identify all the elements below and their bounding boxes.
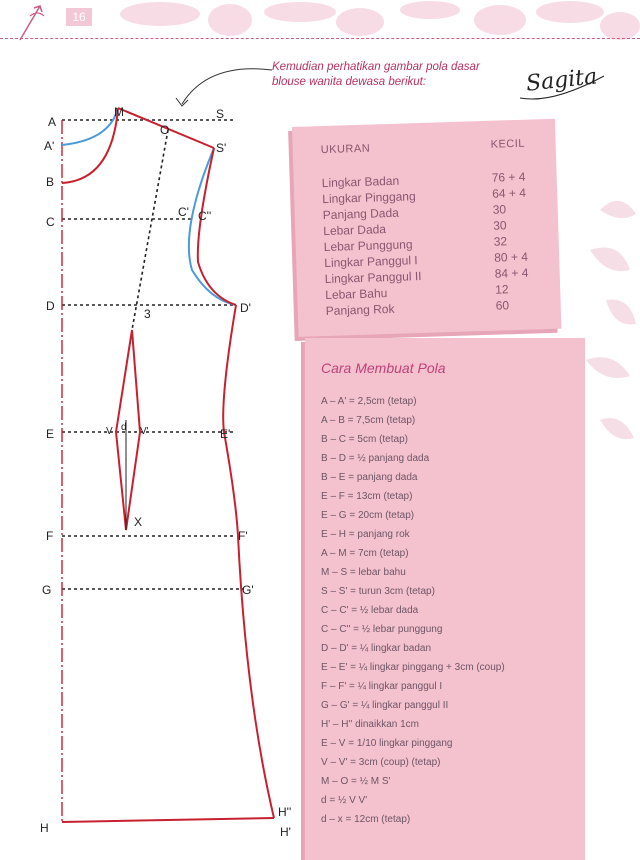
label-three: 3 [144,307,151,321]
floral-header-decoration [0,0,640,48]
label-a-prime: A' [44,139,55,153]
step-item: B – D = ½ panjang dada [321,453,430,464]
label-v-prime: V' [140,426,149,437]
step-item: E – V = 1/10 lingkar pinggang [321,738,453,749]
size-row-value: 80 + 4 [493,249,529,265]
step-item: C – C' = ½ lebar dada [321,605,419,616]
size-row-label: Lingkar Badan [321,173,400,191]
label-v: V [106,426,113,437]
label-e: E [46,427,55,441]
size-row-label: Panjang Dada [322,205,400,223]
size-row-value: 30 [492,218,507,233]
line-o-3 [132,130,168,330]
step-item: V – V' = 3cm (coup) (tetap) [321,757,441,768]
label-d-prime: D' [240,301,251,315]
waist-dart [116,330,143,530]
size-row-label: Lebar Dada [323,222,387,239]
size-row-value: 32 [493,234,508,249]
label-s-prime: S' [216,141,227,155]
neckline-back [62,108,118,145]
page-header [0,0,640,48]
size-col-header: UKURAN [320,142,371,157]
step-item: E – H = panjang rok [321,529,410,540]
label-c-dprime: C'' [198,209,212,223]
label-f-prime: F' [238,529,248,543]
label-g-prime: G' [242,583,254,597]
steps-title: Cara Membuat Pola [321,360,446,376]
intro-text: Kemudian perhatikan gambar pola dasar blouse wanita dewasa berikut: [272,61,480,88]
label-a: A [48,115,57,129]
label-b: B [46,175,55,189]
logo-text: Sagita [524,64,599,97]
hem-line [62,818,274,822]
step-item: E – E' = ¼ lingkar pinggang + 3cm (coup) [321,662,505,673]
size-row-value: 76 + 4 [491,169,526,185]
size-table-box [292,119,561,337]
armhole-front [198,148,236,305]
step-item: A – A' = 2,5cm (tetap) [321,396,417,407]
page-number: 16 [66,8,92,26]
step-item: S – S' = turun 3cm (tetap) [321,586,435,597]
size-row-label: Lingkar Panggul II [324,269,422,287]
size-row-value: 12 [494,282,509,297]
step-item: D – D' = ¼ lingkar badan [321,643,432,654]
size-row-label: Lingkar Pinggang [322,189,416,207]
label-s: S [216,107,225,121]
label-d-small: d [121,422,127,433]
label-c: C [46,215,55,229]
step-item: F – F' = ¼ lingkar panggul I [321,681,443,692]
size-row-value: 60 [495,298,510,313]
step-item: M – S = lebar bahu [321,567,406,578]
header-divider [0,38,640,39]
label-h: H [40,821,49,835]
size-row-value: 64 + 4 [491,185,527,201]
size-row-value: 30 [492,202,507,217]
label-h-dprime: H'' [278,805,292,819]
size-row-label: Lebar Bahu [325,286,388,303]
label-x: X [134,515,143,529]
step-item: E – F = 13cm (tetap) [321,491,413,502]
label-h-prime: H' [280,825,291,839]
step-item: B – C = 5cm (tetap) [321,434,408,445]
label-f: F [46,529,54,543]
label-g: G [42,583,52,597]
size-row-label: Lingkar Panggul I [324,253,418,271]
step-item: E – G = 20cm (tetap) [321,510,415,521]
value-col-header: KECIL [490,137,526,151]
label-c-prime: C' [178,205,189,219]
step-item: d = ½ V V' [321,795,368,806]
pattern-steps-box [305,338,585,860]
step-item: A – B = 7,5cm (tetap) [321,415,416,426]
label-m: M [114,105,124,119]
size-row-value: 84 + 4 [494,265,529,281]
label-e-prime: E' [220,427,231,441]
step-item: G – G' = ¼ lingkar panggul II [321,700,449,711]
label-d: D [46,299,55,313]
armhole-back [189,148,236,305]
label-o: O [160,123,170,137]
logo-flourish [512,60,612,106]
step-item: M – O = ½ M S' [321,776,391,787]
step-item: d – x = 12cm (tetap) [321,814,411,825]
step-item: C – C'' = ½ lebar punggung [321,624,443,635]
pattern-diagram [0,100,310,845]
step-item: H' – H'' dinaikkan 1cm [321,719,419,730]
brand-logo [512,60,612,106]
side-seam [223,305,274,818]
size-row-label: Lebar Punggung [323,237,413,255]
size-row-label: Panjang Rok [325,301,395,319]
step-item: A – M = 7cm (tetap) [321,548,409,559]
step-item: B – E = panjang dada [321,472,418,483]
